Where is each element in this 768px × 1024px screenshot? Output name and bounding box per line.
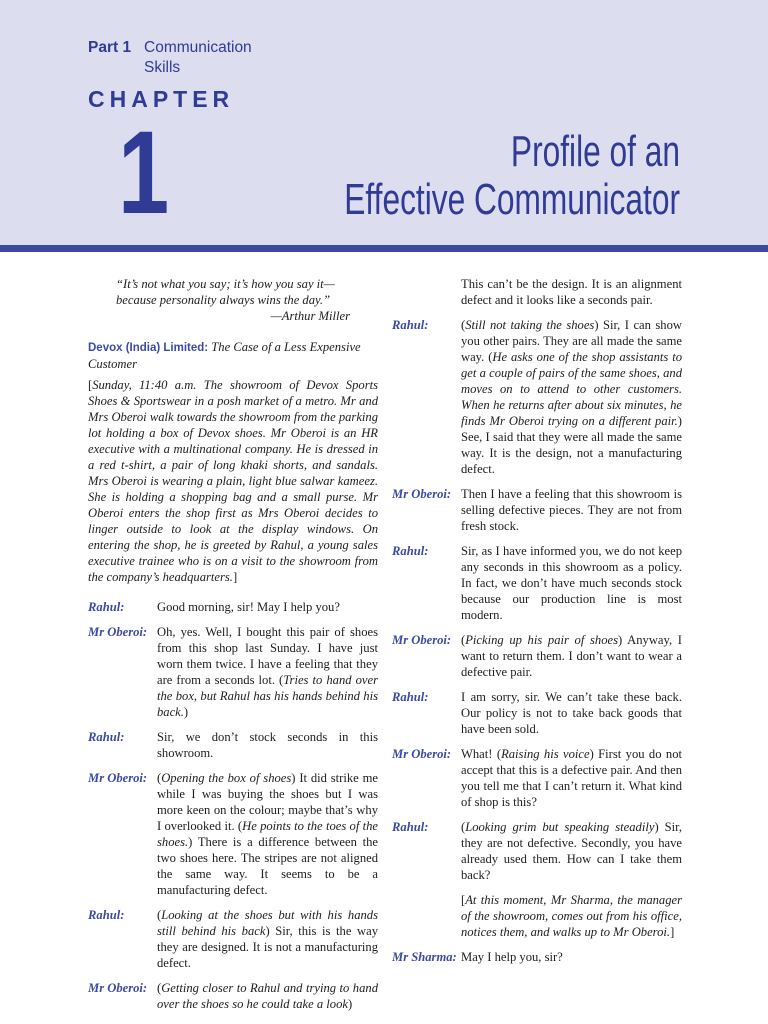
speaker-name: Rahul: xyxy=(88,908,125,922)
chapter-label: CHAPTER xyxy=(88,86,235,112)
part-label: Part 1 xyxy=(88,39,132,56)
dialogue-text: Sir, we don’t stock seconds in this showroom. xyxy=(157,730,378,760)
speaker-name: Rahul: xyxy=(392,318,429,332)
chapter-number: 1 xyxy=(118,107,170,239)
dialogue-line xyxy=(88,980,378,1012)
speaker-name: Rahul: xyxy=(392,820,429,834)
dialogue-line xyxy=(392,632,682,680)
dialogue-text: Then I have a feeling that this showroom is selling defective pieces. They are not from fresh stock. xyxy=(461,487,682,533)
speaker-name: Rahul: xyxy=(392,544,429,558)
dialogue-text: (Opening the box of shoes) It did strike me while I was buying the shoes but I was more keen on the colour; maybe that’s why I overlooked it. (He points to the toes of the shoes.) There is a difference between the two shoes here. The stripes are not aligned the same way. It seems to be a manufacturing defect. xyxy=(157,771,379,897)
dialogue-line xyxy=(88,599,378,615)
dialogue-line xyxy=(392,819,682,883)
case-title xyxy=(88,339,378,372)
dialogue-text: (Looking at the shoes but with his hands still behind his back) Sir, this is the way they are designed. It is not a manufacturing defect. xyxy=(157,908,378,970)
stage-direction-text: Sunday, 11:40 a.m. The showroom of Devox Sports Shoes & Sportswear in a posh market of a metro. Mr and Mrs Oberoi walk towards the showroom from the parking lot holding a box of Devox shoes. Mr Oberoi is an HR executive with a multinational company. He is dressed in a red t-shirt, a pair of long khaki shorts, and sandals. Mrs Oberoi is wearing a plain, light blue salwar kameez. She is holding a shopping bag and a small purse. Mr Oberoi enters the shop first as Mrs Oberoi decides to linger outside to look at the display windows. On entering the shop, he is greeted by Rahul, a young sales executive trainee who is on a visit to the showroom from the company’s headquarters. xyxy=(88,378,378,584)
stage-direction: [Sunday, 11:40 a.m. The showroom of Devox Sports Shoes & Sportswear in a posh market of a metro. Mr and Mrs Oberoi walk towards the showroom from the parking lot holding a box of Devox shoes. Mr Oberoi is an HR executive with a multinational company. He is dressed in a red t-shirt, a pair of long khaki shorts, and sandals. Mrs Oberoi is wearing a plain, light blue salwar kameez. She is holding a shopping bag and a small purse. Mr Oberoi enters the shop first as Mrs Oberoi decides to linger outside to look at the display windows. On entering the shop, he is greeted by Rahul, a young sales executive trainee who is on a visit to the showroom from the company’s headquarters.] xyxy=(88,378,378,584)
dialogue-line xyxy=(392,317,682,477)
dialogue-continuation: This can’t be the design. It is an alignment defect and it looks like a seconds pair. xyxy=(461,277,682,307)
speaker-name: Rahul: xyxy=(392,690,429,704)
dialogue-line xyxy=(88,907,378,971)
speaker-name: Mr Sharma: xyxy=(392,950,457,964)
speaker-name: Mr Oberoi: xyxy=(392,747,452,761)
dialogue-line xyxy=(392,543,682,623)
speaker-name: Mr Oberoi: xyxy=(88,981,148,995)
speaker-name: Rahul: xyxy=(88,600,125,614)
speaker-name: Mr Oberoi: xyxy=(392,487,452,501)
case-name: The Case of a Less Expensive Customer xyxy=(88,340,361,371)
dialogue-text: Good morning, sir! May I help you? xyxy=(157,600,340,614)
speaker-name: Mr Oberoi: xyxy=(392,633,452,647)
dialogue-line xyxy=(88,729,378,761)
left-column xyxy=(88,276,378,1012)
dialogue-text: (Looking grim but speaking steadily) Sir, they are not defective. Secondly, you have already used them. How can I take them back? xyxy=(461,820,683,882)
dialogue-text: Oh, yes. Well, I bought this pair of shoes from this shop last Sunday. I have just worn them twice. I have a feeling that they are from a seconds lot. (Tries to hand over the box, but Rahul has his hands behind his back.) xyxy=(157,625,378,719)
dialogue-text: What! (Raising his voice) First you do not accept that this is a defective pair. And then you tell me that I can’t return it. What kind of shop is this? xyxy=(461,747,683,809)
right-column xyxy=(392,276,682,965)
dialogue-text: May I help you, sir? xyxy=(461,950,563,964)
chapter-header xyxy=(0,0,768,245)
dialogue-line xyxy=(88,770,378,898)
speaker-name: Mr Oberoi: xyxy=(88,771,148,785)
speaker-name: Rahul: xyxy=(88,730,125,744)
chapter-title-line-1: Profile of an xyxy=(510,127,680,176)
epigraph-author: —Arthur Miller xyxy=(270,309,350,323)
part-title: Communication Skills xyxy=(144,39,252,76)
chapter-title-line-2: Effective Communicator xyxy=(344,175,680,224)
dialogue-text: (Picking up his pair of shoes) Anyway, I want to return them. I don’t want to wear a defective pair. xyxy=(461,633,682,679)
dialogue-text: I am sorry, sir. We can’t take these back. Our policy is not to take back goods that have been sold. xyxy=(461,690,682,736)
epigraph-quote: “It’s not what you say; it’s how you say it—because personality always wins the day.” xyxy=(116,277,335,307)
speaker-name: Mr Oberoi: xyxy=(88,625,148,639)
dialogue-line xyxy=(392,746,682,810)
dialogue-line xyxy=(392,689,682,737)
dialogue-text: (Getting closer to Rahul and trying to hand over the shoes so he could take a look) xyxy=(157,981,378,1011)
stage-direction-manager: [At this moment, Mr Sharma, the manager of the showroom, comes out from his office, notices them, and walks up to Mr Oberoi.] xyxy=(461,893,682,939)
chapter-title xyxy=(277,128,680,224)
header-divider xyxy=(0,245,768,252)
dialogue-line xyxy=(392,486,682,534)
case-company: Devox (India) Limited: xyxy=(88,342,209,354)
dialogue-line xyxy=(392,949,682,965)
dialogue-text: (Still not taking the shoes) Sir, I can show you other pairs. They are all made the same way. (He asks one of the shop assistants to get a couple of pairs of the same shoes, and moves on to attend to other customers. When he returns after about six minutes, he finds Mr Oberoi trying on a different pair.) See, I said that they were all made the same way. It is the design, not a manufacturing defect. xyxy=(461,318,682,476)
dialogue-line xyxy=(88,624,378,720)
dialogue-text: Sir, as I have informed you, we do not keep any seconds in this showroom as a policy. In fact, we don’t have much seconds stock because our production line is most modern. xyxy=(461,544,682,622)
